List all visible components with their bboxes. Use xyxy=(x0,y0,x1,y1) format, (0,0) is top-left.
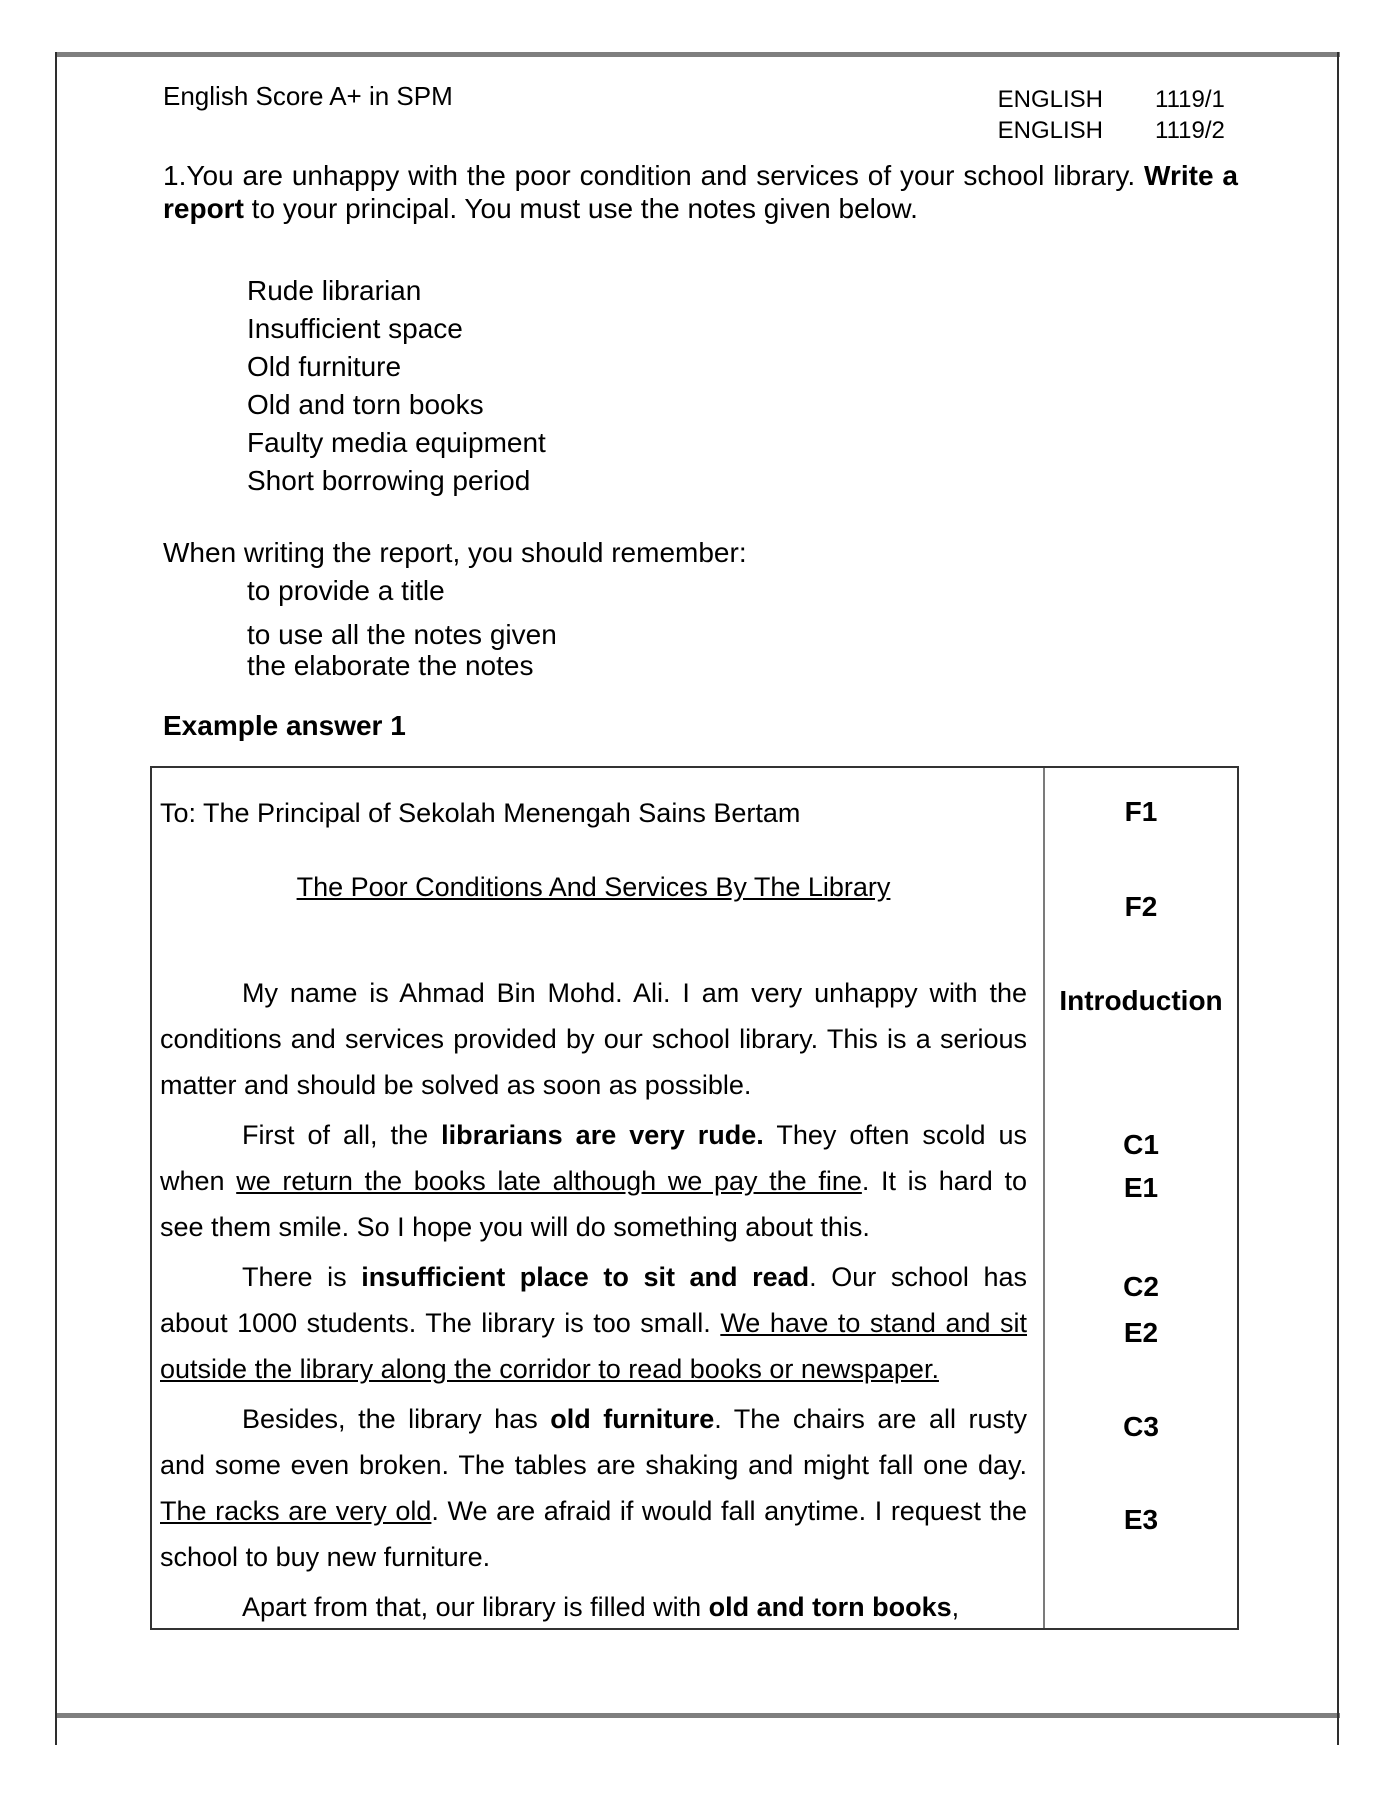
page-border-left xyxy=(55,52,57,1745)
margin-label-e3: E3 xyxy=(1123,1504,1159,1535)
page-border-bottom xyxy=(55,1713,1340,1718)
answer-line: school to buy new furniture. xyxy=(160,1542,491,1572)
note-item: Rude librarian xyxy=(247,275,422,306)
answer-line: Besides, the library has old furniture. The chairs are all rusty xyxy=(242,1404,1028,1434)
note-item: Faulty media equipment xyxy=(247,427,546,458)
example-answer-heading: Example answer 1 xyxy=(163,710,406,741)
margin-label-introduction: Introduction xyxy=(1059,985,1223,1016)
answer-to-line: To: The Principal of Sekolah Menengah Sains Bertam xyxy=(160,798,801,828)
answer-margin-column xyxy=(1045,768,1237,1628)
answer-line: There is insufficient place to sit and read. Our school has xyxy=(242,1262,1027,1292)
question-line-1: 1.You are unhappy with the poor condition and services of your school library. Write a xyxy=(163,160,1238,191)
answer-paragraph xyxy=(160,1584,1027,1628)
margin-label-c1: C1 xyxy=(1123,1129,1159,1160)
notes-list xyxy=(247,272,546,500)
note-item: Old and torn books xyxy=(247,389,484,420)
note-item: Insufficient space xyxy=(247,313,463,344)
header-subject-1: ENGLISH xyxy=(997,86,1103,113)
header-code-2: 1119/2 xyxy=(1155,117,1225,144)
answer-line: about 1000 students. The library is too small. We have to stand and sit xyxy=(160,1308,1027,1338)
answer-line: see them smile. So I hope you will do something about this. xyxy=(160,1212,870,1242)
remember-item: to use all the notes given xyxy=(247,619,557,650)
margin-label-c3: C3 xyxy=(1123,1411,1159,1442)
header-course-codes xyxy=(998,84,1227,146)
answer-line: Apart from that, our library is filled with old and torn books, xyxy=(242,1592,960,1622)
page-border-right xyxy=(1337,52,1339,1745)
note-item: Old furniture xyxy=(247,351,402,382)
page-border-top xyxy=(55,52,1340,57)
answer-body xyxy=(152,768,1045,1628)
question-line-2: report to your principal. You must use the notes given below. xyxy=(163,193,918,224)
margin-label-e1: E1 xyxy=(1123,1172,1159,1203)
remember-item: to provide a title xyxy=(247,575,445,606)
margin-label-f1: F1 xyxy=(1124,796,1158,827)
margin-label-f2: F2 xyxy=(1124,891,1158,922)
answer-line: matter and should be solved as soon as possible. xyxy=(160,1070,752,1100)
answer-paragraph xyxy=(160,1254,1027,1392)
answer-line: conditions and services provided by our school library. This is a serious xyxy=(160,1024,1027,1054)
answer-line: and some even broken. The tables are shaking and might fall one day. xyxy=(160,1450,1027,1480)
answer-paragraph xyxy=(160,1396,1027,1580)
remember-item: the elaborate the notes xyxy=(247,650,534,681)
margin-label-e2: E2 xyxy=(1123,1317,1159,1348)
answer-table xyxy=(150,766,1239,1630)
answer-line: outside the library along the corridor to read books or newspaper. xyxy=(160,1354,939,1384)
answer-line: The racks are very old. We are afraid if would fall anytime. I request the xyxy=(160,1496,1027,1526)
margin-label-c2: C2 xyxy=(1123,1271,1159,1302)
answer-line: First of all, the librarians are very rude. They often scold us xyxy=(242,1120,1027,1150)
header-code-1: 1119/1 xyxy=(1155,86,1225,113)
answer-line: when we return the books late although we pay the fine. It is hard to xyxy=(160,1166,1027,1196)
answer-paragraph xyxy=(160,1112,1027,1250)
remember-intro: When writing the report, you should remember: xyxy=(163,537,747,568)
answer-report-title: The Poor Conditions And Services By The Library xyxy=(296,872,891,902)
answer-paragraph xyxy=(160,970,1027,1108)
header-title: English Score A+ in SPM xyxy=(163,81,453,111)
remember-items xyxy=(247,619,557,681)
header-subject-2: ENGLISH xyxy=(997,117,1103,144)
question-paragraph xyxy=(163,159,1238,225)
note-item: Short borrowing period xyxy=(247,465,531,496)
answer-line: My name is Ahmad Bin Mohd. Ali. I am very unhappy with the xyxy=(242,978,1027,1008)
